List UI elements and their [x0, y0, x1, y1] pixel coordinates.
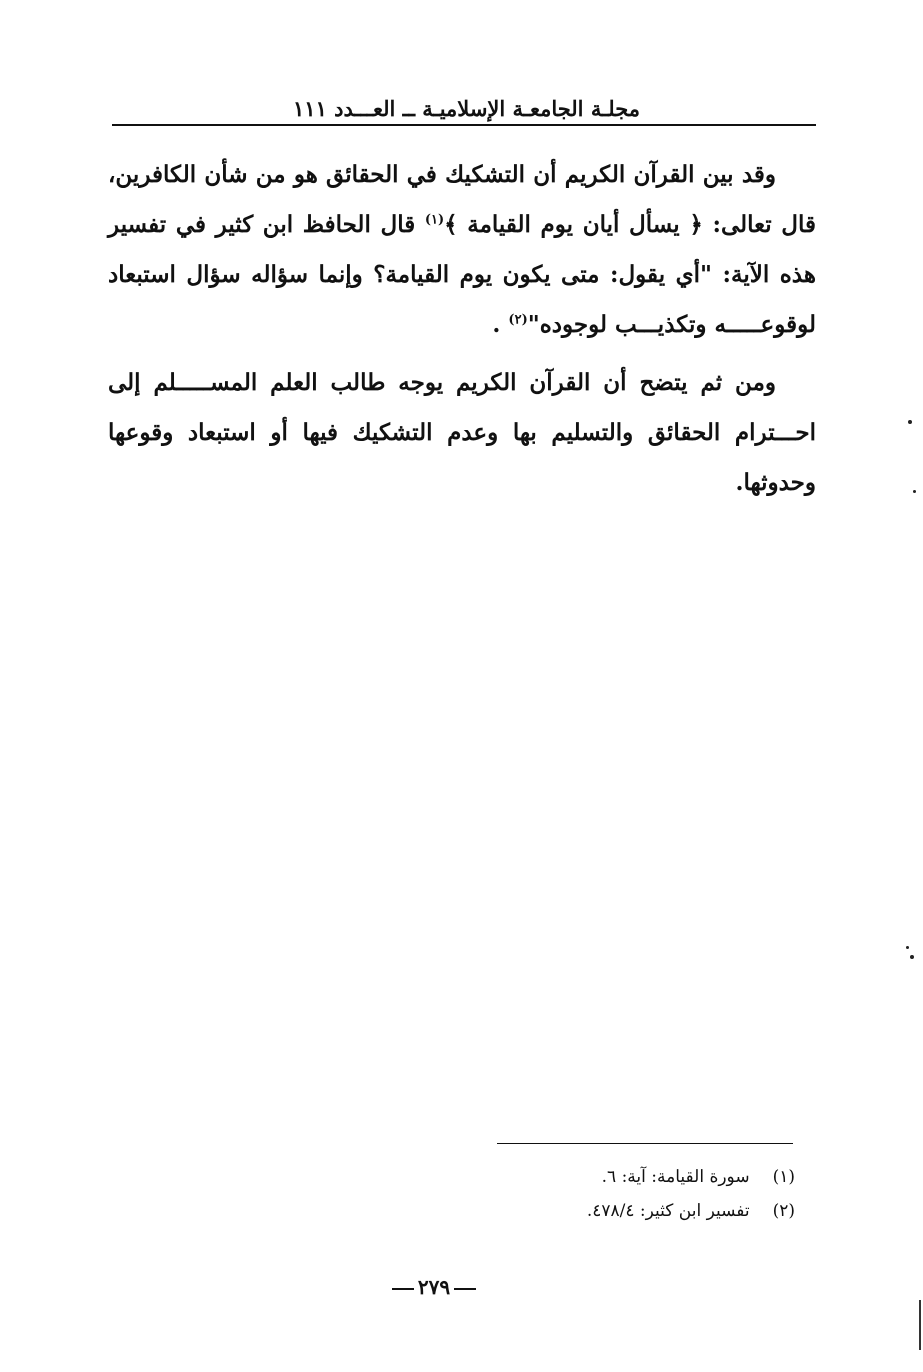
paragraph-1-intro: وقد بين القرآن الكريم أن التشكيك في الحقائق هو من شأن الكافرين، قال تعالى:: [108, 161, 816, 238]
footnote-2: [440, 1194, 795, 1228]
header-divider: [112, 124, 816, 126]
scan-speck: [913, 490, 916, 493]
scan-speck: [906, 946, 909, 949]
paragraph-1: [108, 150, 816, 350]
footnote-ref-1: (١): [424, 212, 445, 228]
page-number-dash: [392, 1288, 414, 1290]
footnote-number: (١): [772, 1167, 795, 1187]
page-number: [384, 1275, 484, 1299]
running-header: مجلـة الجامعـة الإسلاميـة ــ العـــدد ١١١: [293, 96, 640, 121]
scan-speck: [910, 955, 914, 959]
footnote-ref-2: (٢): [508, 312, 528, 328]
page-number-value: ٢٧٩: [417, 1275, 451, 1299]
footnotes: [440, 1160, 795, 1228]
paragraph-2: ومن ثم يتضح أن القرآن الكريم يوجه طالب العلم المســـــلم إلى احـــترام الحقائق والتسليم بها وعدم التشكيك فيها أو استبعاد وقوعها وحدوثها.: [108, 369, 816, 496]
scan-speck: [908, 420, 912, 424]
footnote-1: [440, 1160, 795, 1194]
footnote-text: سورة القيامة: آية: ٦.: [601, 1167, 750, 1187]
page-number-dash: [454, 1288, 476, 1290]
main-text: [108, 150, 816, 508]
footnote-number: (٢): [772, 1201, 795, 1221]
scan-edge-mark: [919, 1300, 921, 1350]
footnote-text: تفسير ابن كثير: ٤٧٨/٤.: [586, 1201, 750, 1221]
quran-verse: ﴿ يسأل أيان يوم القيامة ﴾: [444, 211, 703, 238]
paragraph-1-quote: قال الحافظ ابن كثير في تفسير هذه الآية: "أي يقول: متى يكون يوم القيامة؟ وإنما سؤاله سؤال استبعاد لوقوعـــــه وتكذيـــب لوجوده": [108, 211, 816, 338]
footnote-divider: [497, 1143, 793, 1144]
paragraph-1-end: .: [492, 311, 509, 338]
